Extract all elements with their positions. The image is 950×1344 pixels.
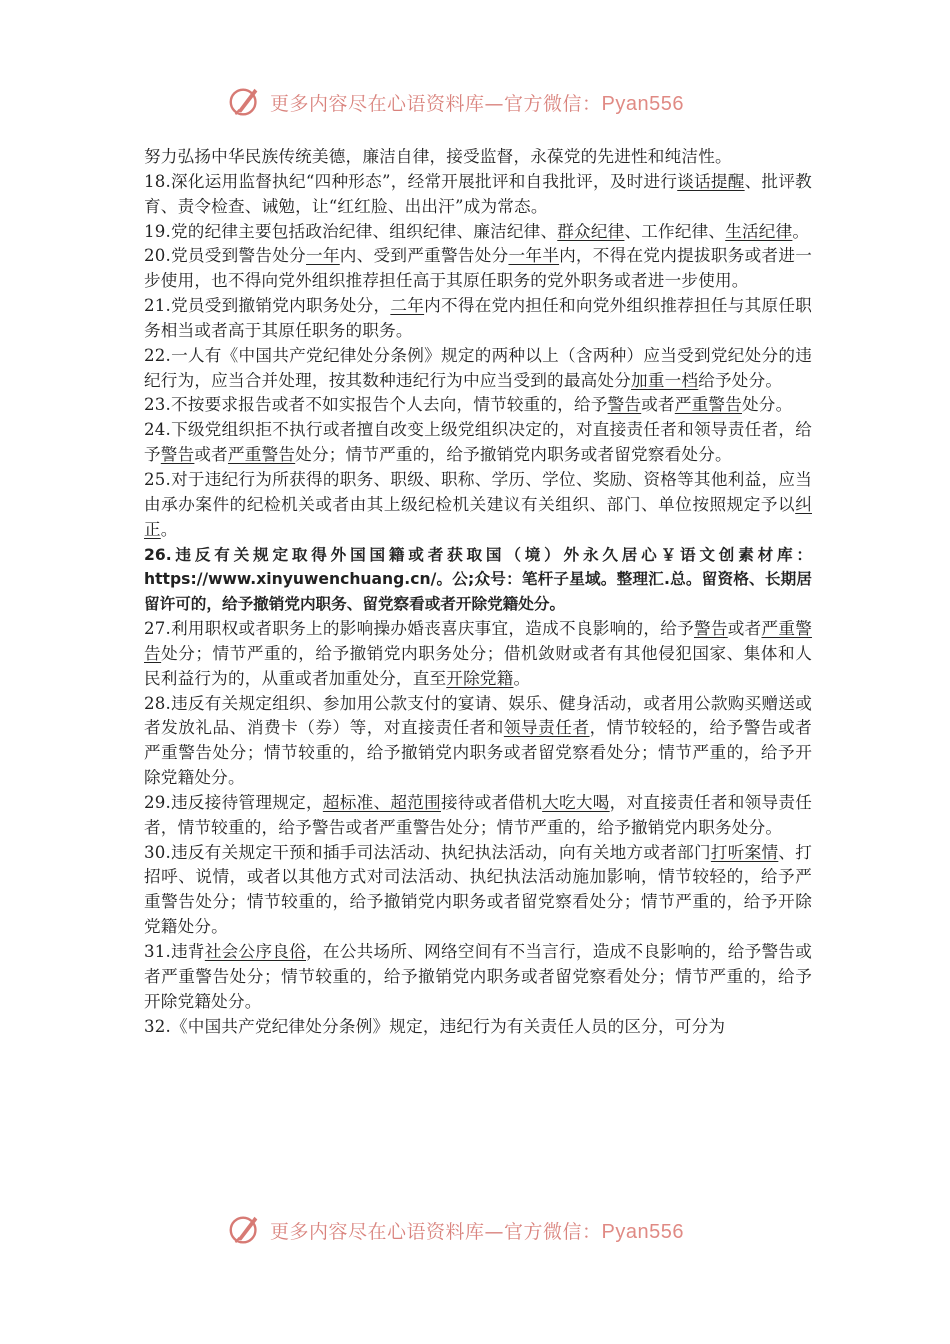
underlined-answer: 社会公序良俗 <box>204 942 307 961</box>
paragraph <box>144 170 812 220</box>
paragraph <box>144 244 812 294</box>
text-segment: 20.党员受到警告处分 <box>144 246 307 266</box>
paragraph <box>144 841 812 940</box>
underlined-answer: 大吃大喝 <box>542 792 610 812</box>
underlined-answer: 严重警告 <box>674 395 743 415</box>
text-segment: ，对直接责任者和领导责任者，情节较重的，给予警告或者严重警告处分；情节严重的，给予撤销党内职务处分。 <box>144 792 812 837</box>
underlined-answer: 开除党籍 <box>446 668 514 688</box>
footer-watermark-text: 更多内容尽在心语资料库—官方微信：Pyan556 <box>270 1220 684 1243</box>
underlined-answer: 群众纪律 <box>557 221 625 241</box>
paragraph <box>144 220 812 245</box>
text-segment: 、批评教育、责令检查、诫勉，让“红红脸、出出汗”成为常态。 <box>144 171 812 216</box>
underlined-answer: 严重警告 <box>144 619 812 663</box>
paragraph <box>144 1015 812 1040</box>
paragraph <box>144 418 812 468</box>
underlined-answer: 一年 <box>306 246 340 266</box>
text-segment: 、工作纪律、 <box>624 221 726 241</box>
paragraph <box>144 940 812 1015</box>
paragraph <box>144 692 812 791</box>
text-segment: 27.利用职权或者职务上的影响操办婚丧喜庆事宜，造成不良影响的，给予 <box>144 619 694 639</box>
header-watermark <box>226 82 684 122</box>
paragraph <box>144 294 812 344</box>
underlined-answer: 加重一档 <box>631 370 699 390</box>
underlined-answer: 纠正 <box>144 494 812 539</box>
text-segment: 30.违反有关规定干预和插手司法活动、执纪执法活动，向有关地方或者部门 <box>144 842 711 862</box>
footer-watermark <box>226 1210 684 1250</box>
text-segment: 21.党员受到撤销党内职务处分， <box>144 296 391 316</box>
paragraph <box>144 617 812 692</box>
underlined-answer: 一年半 <box>508 246 560 266</box>
paragraph <box>144 344 812 394</box>
text-segment: 或者 <box>194 445 228 465</box>
text-segment: 29.违反接待管理规定， <box>144 792 323 812</box>
text-segment: 或者 <box>727 619 762 639</box>
text-segment: 25.对于违纪行为所获得的职务、职级、职称、学历、学位、奖励、资格等其他利益，应当由承办案件的纪检机关或者由其上级纪检机关建议有关组织、部门、单位按照规定予以 <box>144 469 812 514</box>
text-segment: ，情节较轻的，给予警告或者严重警告处分；情节较重的，给予撤销党内职务或者留党察看处分；情节严重的，给予开除党籍处分。 <box>144 718 812 788</box>
text-segment: 内不得在党内担任和向党外组织推荐担任与其原任职务相当或者高于其原任职务的职务。 <box>144 296 813 340</box>
text-segment: ，在公共场所、网络空间有不当言行，造成不良影响的，给予警告或者严重警告处分；情节较重的，给予撤销党内职务或者留党察看处分；情节严重的，给予开除党籍处分。 <box>144 942 813 1011</box>
text-segment: 26.违反有关规定取得外国国籍或者获取国（境）外永久居心￥语文创素材库：https://www.xinyuwenchuang.cn/。公;众号：笔杆子星域。整理汇.总。留资格、长期居留许可的，给予撤销党内职务、留党察看或者开除党籍处分。 <box>144 545 812 614</box>
text-segment: 18.深化运用监督执纪“四种形态”，经常开展批评和自我批评，及时进行 <box>144 171 678 191</box>
text-segment: 31.违背 <box>144 942 205 961</box>
quill-logo-icon <box>226 1211 264 1249</box>
underlined-answer: 谈话提醒 <box>677 171 745 191</box>
underlined-answer: 超标准、超范围 <box>322 792 441 812</box>
text-segment: 处分；情节严重的，给予撤销党内职务或者留党察看处分。 <box>295 445 732 465</box>
text-segment: 32.《中国共产党纪律处分条例》规定，违纪行为有关责任人员的区分，可分为 <box>144 1016 726 1036</box>
text-segment: 。 <box>160 519 178 539</box>
text-segment: 努力弘扬中华民族传统美德，廉洁自律，接受监督，永葆党的先进性和纯洁性。 <box>144 147 732 166</box>
quill-logo-icon <box>226 83 264 121</box>
underlined-answer: 生活纪律 <box>725 221 793 241</box>
header-watermark-text: 更多内容尽在心语资料库—官方微信：Pyan556 <box>270 92 684 115</box>
text-segment: 内、受到严重警告处分 <box>339 246 509 266</box>
paragraph <box>144 145 812 170</box>
text-segment: 22.一人有《中国共产党纪律处分条例》规定的两种以上（含两种）应当受到党纪处分的违纪行为，应当合并处理，按其数种违纪行为中应当受到的最高处分 <box>144 345 812 390</box>
text-segment: 内，不得在党内提拔职务或者进一步使用，也不得向党外组织推荐担任高于其原任职务的党外职务或者进一步使用。 <box>144 246 813 291</box>
paragraph <box>144 543 812 618</box>
underlined-answer: 警告 <box>160 445 195 465</box>
underlined-answer: 二年 <box>390 296 425 316</box>
text-segment: 接待或者借机 <box>440 792 543 812</box>
text-segment: 处分；情节严重的，给予撤销党内职务处分；借机敛财或者有其他侵犯国家、集体和人民利益行为的，从重或者加重处分，直至 <box>144 643 812 688</box>
text-segment: 处分。 <box>742 395 793 415</box>
underlined-answer: 打听案情 <box>710 842 779 862</box>
underlined-answer: 严重警告 <box>227 445 296 465</box>
document-body <box>144 145 812 1039</box>
paragraph <box>144 791 812 841</box>
text-segment: 。 <box>792 221 810 241</box>
text-segment: 24.下级党组织拒不执行或者擅自改变上级党组织决定的，对直接责任者和领导责任者，给予 <box>144 420 812 465</box>
text-segment: 23.不按要求报告或者不如实报告个人去向，情节较重的，给予 <box>144 395 608 415</box>
underlined-answer: 警告 <box>693 619 728 639</box>
underlined-answer: 警告 <box>607 395 642 415</box>
text-segment: 28.违反有关规定组织、参加用公款支付的宴请、娱乐、健身活动，或者用公款购买赠送或者发放礼品、消费卡（券）等，对直接责任者和 <box>144 693 812 738</box>
paragraph <box>144 468 812 543</box>
paragraph <box>144 393 812 418</box>
text-segment: 。 <box>513 668 531 688</box>
text-segment: 给予处分。 <box>698 370 783 390</box>
underlined-answer: 领导责任者 <box>503 718 590 738</box>
text-segment: 19.党的纪律主要包括政治纪律、组织纪律、廉洁纪律、 <box>144 221 558 241</box>
text-segment: 、打招呼、说情，或者以其他方式对司法活动、执纪执法活动施加影响，情节较轻的，给予严重警告处分；情节较重的，给予撤销党内职务或者留党察看处分；情节严重的，给予开除党籍处分。 <box>144 842 812 937</box>
text-segment: 或者 <box>641 395 675 415</box>
